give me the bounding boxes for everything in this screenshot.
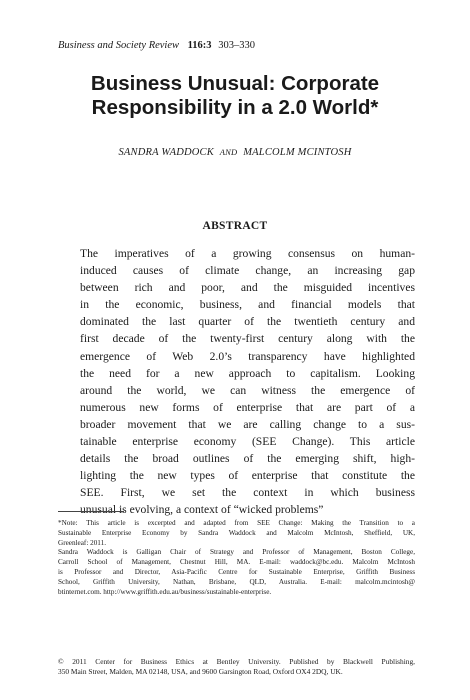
- footnote-affiliation-line: is Professor and Director, Asia-Pacific Centre for Sustainable Enterprise, Griffith Business: [58, 567, 415, 576]
- footnote-divider: [58, 511, 124, 512]
- author-second: MALCOLM MCINTOSH: [243, 147, 352, 158]
- abstract-line: dominated the last quarter of the twentieth century and: [80, 315, 415, 329]
- article-title-line-2: Responsibility in a 2.0 World*: [91, 96, 379, 119]
- abstract-line: around the world, we can witness the emergence of: [80, 383, 415, 397]
- footnote-note-line: *Note: This article is excerpted and adapted from SEE Change: Making the Transition to a: [58, 519, 415, 527]
- abstract-line: SEE. First, we set the context in which business: [80, 486, 415, 500]
- abstract-line: numerous new forms of enterprise that are part of a: [80, 400, 415, 414]
- footnotes: [58, 519, 415, 597]
- abstract-body: [80, 245, 415, 519]
- article-title-line-1: Business Unusual: Corporate: [90, 72, 380, 95]
- page-range: 303–330: [218, 40, 255, 51]
- copyright-line: © 2011 Center for Business Ethics at Bentley University. Published by Blackwell Publishing,: [58, 657, 415, 666]
- abstract-line: first decade of the twenty-first century along with the: [80, 332, 415, 346]
- abstract-line: induced causes of climate change, an increasing gap: [80, 264, 415, 278]
- running-head: [58, 40, 255, 51]
- abstract-line: the need for a new approach to capitalism. Looking: [80, 366, 415, 380]
- abstract-line: lighting the new types of enterprise that constitute the: [80, 469, 415, 483]
- abstract-line: broader movement that we are calling change to a sus-: [80, 417, 415, 431]
- author-first: SANDRA WADDOCK: [118, 147, 214, 158]
- footnote-note-line: Sustainable Enterprise Economy by Sandra Waddock and Malcolm McIntosh, Sheffield, UK,: [58, 528, 415, 537]
- abstract-line: between rich and poor, and the misguided incentives: [80, 281, 415, 295]
- journal-volume: 116:3: [187, 40, 212, 51]
- abstract-line: unusual is evolving, a context of “wicked problems”: [80, 503, 324, 517]
- footnote-affiliation-line: School, Griffith University, Nathan, Brisbane, QLD, Australia. E-mail: malcolm.mcintosh@: [58, 577, 415, 586]
- footnote-affiliation-line: Carroll School of Management, Chestnut Hill, MA. E-mail: waddock@bc.edu. Malcolm McIntosh: [58, 558, 415, 567]
- author-connector: AND: [219, 147, 238, 157]
- footnote-affiliation-line: btinternet.com. http://www.griffith.edu.au/business/sustainable-enterprise.: [58, 587, 272, 596]
- abstract-line: details the broad outlines of the emerging shift, high-: [80, 452, 415, 466]
- author-line: [40, 147, 430, 158]
- abstract-line: tainable enterprise economy (SEE Change). This article: [80, 435, 415, 449]
- copyright-notice: [58, 657, 415, 677]
- abstract-heading: ABSTRACT: [202, 220, 268, 232]
- footnote-note-line: Greenleaf: 2011.: [58, 538, 107, 547]
- footnote-affiliation-line: Sandra Waddock is Galligan Chair of Strategy and Professor of Management, Boston College,: [58, 548, 415, 557]
- journal-name: Business and Society Review: [58, 40, 180, 51]
- abstract-line: emergence of Web 2.0’s transparency have highlighted: [80, 349, 415, 363]
- abstract-line: in the economic, business, and financial models that: [80, 298, 415, 312]
- article-title: [40, 72, 430, 120]
- copyright-line: 350 Main Street, Malden, MA 02148, USA, and 9600 Garsington Road, Oxford OX4 2DQ, UK.: [58, 667, 343, 676]
- abstract-line: The imperatives of a growing consensus on human-: [80, 247, 415, 260]
